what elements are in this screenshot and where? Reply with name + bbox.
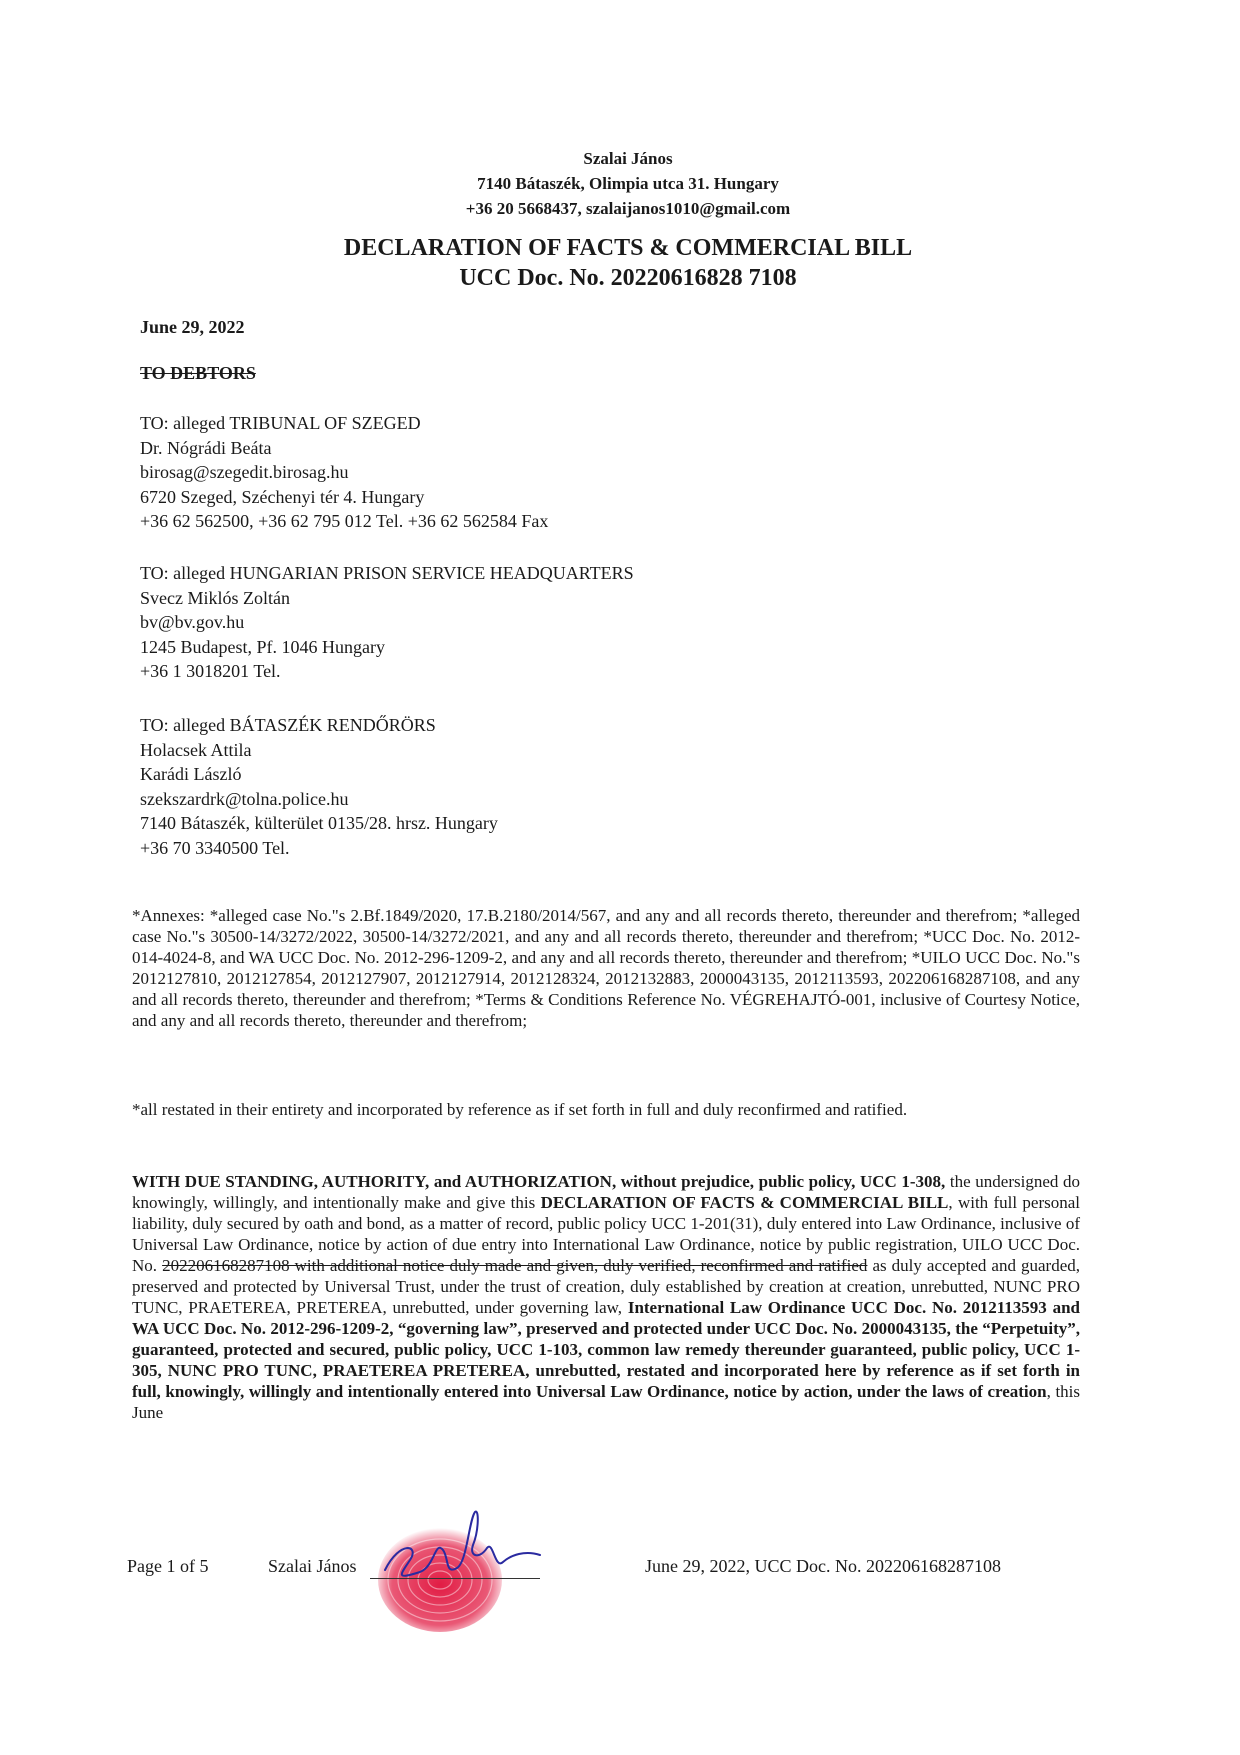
- body-text-2: the undersigned do knowingly, willingly, and intentionally make and give this: [132, 1172, 1080, 1212]
- body-bold-1: WITH DUE STANDING, AUTHORITY, and AUTHORIZATION, without prejudice, public policy, UCC 1-308,: [132, 1172, 946, 1191]
- footer-page-number: Page 1 of 5: [127, 1556, 209, 1576]
- recipient-line: 1245 Budapest, Pf. 1046 Hungary: [140, 636, 385, 657]
- body-strike-5: 202206168287108 with additional notice duly made and given, duly verified, reconfirmed and ratified: [162, 1256, 868, 1275]
- body-bold-3: DECLARATION OF FACTS & COMMERCIAL BILL: [540, 1193, 949, 1212]
- body-text-8: , this June: [132, 1382, 1081, 1422]
- recipient-line: szekszardrk@tolna.police.hu: [140, 788, 349, 809]
- recipient-line: +36 1 3018201 Tel.: [140, 661, 281, 681]
- recipient-line: +36 70 3340500 Tel.: [140, 837, 290, 858]
- document-date: June 29, 2022: [140, 317, 245, 337]
- sender-block: [0, 146, 1240, 221]
- body-bold-7: International Law Ordinance UCC Doc. No. 2012113593 and WA UCC Doc. No. 2012-296-1209-2, “governing law”, preserved and protected under UCC Doc. No. 2000043135, the “Perpetuity”, guaranteed, protected and secured, public policy, UCC 1-103, common law remedy thereunder guaranteed, public policy, UCC 1-305, NUNC PRO TUNC, PRAETEREA PRETEREA, unrebutted, restated and incorporated here by reference as if set forth in full, knowingly, willingly and intentionally entered into Universal Law Ordinance, notice by action, under the laws of creation: [132, 1298, 1080, 1401]
- signature-line: [370, 1578, 540, 1579]
- recipient-line: 7140 Bátaszék, külterület 0135/28. hrsz. Hungary: [140, 813, 498, 833]
- sender-name: Szalai János: [583, 149, 673, 168]
- footer-signer-name: Szalai János: [268, 1556, 357, 1576]
- recipient-line: birosag@szegedit.birosag.hu: [140, 462, 349, 482]
- annexes-paragraph: *Annexes: *alleged case No."s 2.Bf.1849/2020, 17.B.2180/2014/567, and any and all records thereto, thereunder and therefrom; *alleged case No."s 30500-14/3272/2022, 30500-14/3272/2021, and any and all records thereto, thereunder and therefrom; *UCC Doc. No. 2012-014-4024-8, and WA UCC Doc. No. 2012-296-1209-2, and any and all records thereto, thereunder and therefrom; *UILO UCC Doc. No."s 2012127810, 2012127854, 2012127907, 2012127914, 2012128324, 2012132883, 2000043135, 2012113593, 202206168287108, and any and all records thereto, thereunder and therefrom; *Terms & Conditions Reference No. VÉGREHAJTÓ-001, inclusive of Courtesy Notice, and any and all records thereto, thereunder and therefrom;: [132, 906, 1080, 1030]
- body-text-6: as duly accepted and guarded, preserved and protected by Universal Trust, under the trust of creation, duly established by creation at creation, unrebutted, NUNC PRO TUNC, PRAETEREA, PRETEREA, unrebutted, under governing law,: [132, 1256, 1080, 1317]
- recipient-line: TO: alleged TRIBUNAL OF SZEGED: [140, 413, 421, 433]
- restated-paragraph: *all restated in their entirety and incorporated by reference as if set forth in full and duly reconfirmed and ratified.: [132, 1100, 908, 1119]
- recipient-block-1: [140, 411, 548, 534]
- recipient-line: 6720 Szeged, Széchenyi tér 4. Hungary: [140, 486, 425, 507]
- to-debtors-heading: TO DEBTORS: [140, 363, 256, 383]
- body-text-4: , with full personal liability, duly secured by oath and bond, as a matter of record, public policy UCC 1-201(31), duly entered into Law Ordinance, inclusive of Universal Law Ordinance, notice by action of due entry into International Law Ordinance, notice by public registration, UILO UCC Doc. No.: [132, 1193, 1080, 1275]
- title-line-2: UCC Doc. No. 20220616828 7108: [459, 265, 797, 291]
- recipient-line: TO: alleged BÁTASZÉK RENDŐRÖRS: [140, 715, 436, 735]
- sender-contact: +36 20 5668437, szalaijanos1010@gmail.com: [465, 199, 791, 218]
- recipient-block-3: [140, 713, 498, 860]
- recipient-block-2: [140, 561, 634, 684]
- sender-address: 7140 Bátaszék, Olimpia utca 31. Hungary: [477, 174, 779, 193]
- recipient-line: Holacsek Attila: [140, 739, 252, 760]
- recipient-line: TO: alleged HUNGARIAN PRISON SERVICE HEADQUARTERS: [140, 563, 634, 583]
- declaration-paragraph: [132, 1171, 1080, 1423]
- recipient-line: Karádi László: [140, 764, 242, 784]
- document-title: [128, 233, 1128, 293]
- recipient-line: Dr. Nógrádi Beáta: [140, 437, 272, 458]
- signature-icon: [375, 1500, 545, 1590]
- recipient-line: +36 62 562500, +36 62 795 012 Tel. +36 62 562584 Fax: [140, 511, 549, 531]
- footer-doc-reference: June 29, 2022, UCC Doc. No. 202206168287108: [645, 1556, 1001, 1576]
- recipient-line: bv@bv.gov.hu: [140, 612, 245, 632]
- recipient-line: Svecz Miklós Zoltán: [140, 587, 290, 608]
- title-line-1: DECLARATION OF FACTS & COMMERCIAL BILL: [343, 235, 913, 261]
